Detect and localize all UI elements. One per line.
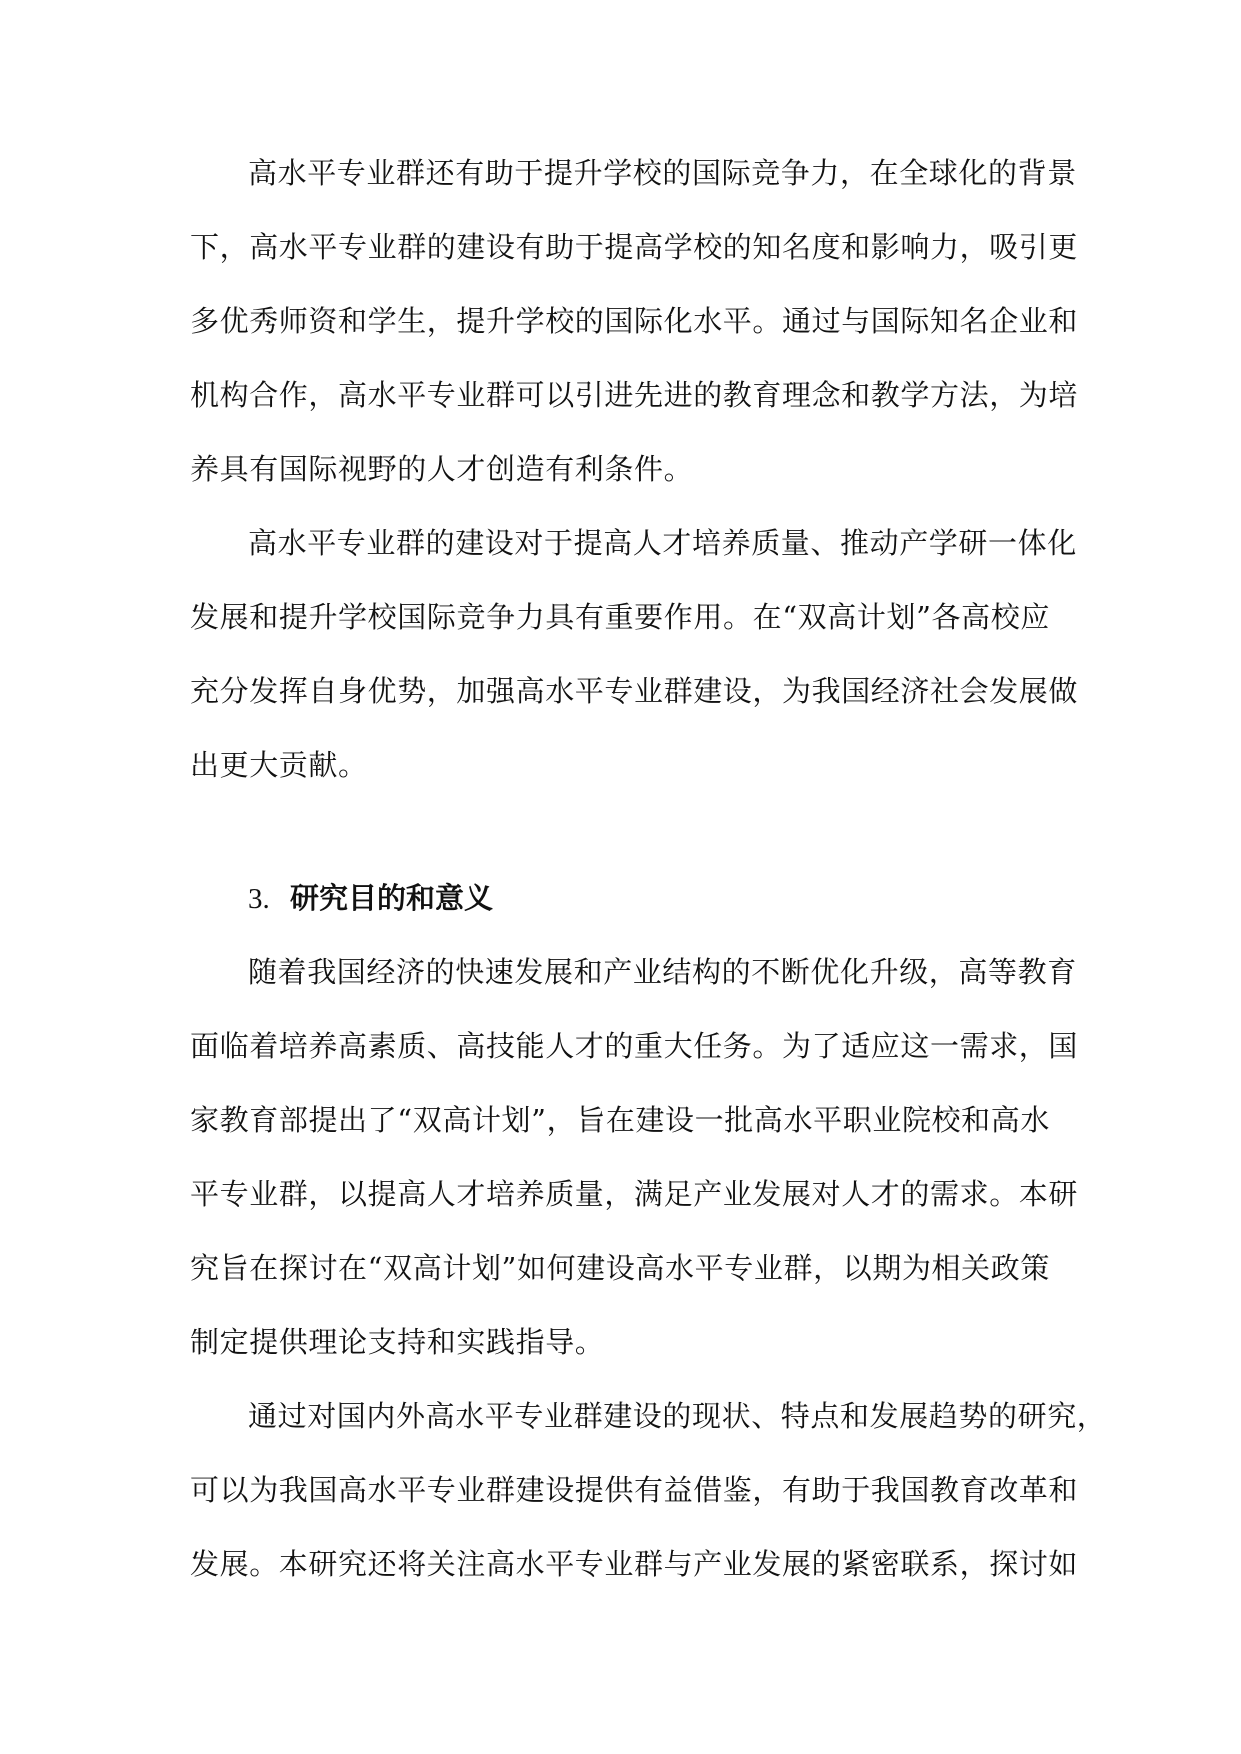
text-line: 究旨在探讨在“双高计划”如何建设高水平专业群，以期为相关政策	[190, 1251, 1050, 1285]
text-line: 下，高水平专业群的建设有助于提高学校的知名度和影响力，吸引更	[190, 230, 1079, 264]
document-body	[190, 143, 1107, 1608]
paragraph-construction-importance	[190, 513, 1079, 809]
text-line: 发展。本研究还将关注高水平专业群与产业发展的紧密联系，探讨如	[190, 1547, 1079, 1581]
text-line: 家教育部提出了“双高计划”，旨在建设一批高水平职业院校和高水	[190, 1103, 1050, 1137]
text-line: 通过对国内外高水平专业群建设的现状、特点和发展趋势的研究，	[248, 1399, 1107, 1433]
text-line: 制定提供理论支持和实践指导。	[190, 1325, 605, 1359]
text-line: 可以为我国高水平专业群建设提供有益借鉴，有助于我国教育改革和	[190, 1473, 1079, 1507]
text-line: 面临着培养高素质、高技能人才的重大任务。为了适应这一需求，国	[190, 1029, 1079, 1063]
text-line: 平专业群，以提高人才培养质量，满足产业发展对人才的需求。本研	[190, 1177, 1079, 1211]
text-line: 出更大贡献。	[190, 748, 368, 782]
paragraph-international-competitiveness	[190, 143, 1079, 513]
text-line: 多优秀师资和学生，提升学校的国际化水平。通过与国际知名企业和	[190, 304, 1079, 338]
text-line: 养具有国际视野的人才创造有利条件。	[190, 452, 694, 486]
paragraph-research-background	[190, 942, 1079, 1386]
text-line: 机构合作，高水平专业群可以引进先进的教育理念和教学方法，为培	[190, 378, 1079, 412]
section-title: 研究目的和意义	[290, 881, 494, 915]
text-line: 高水平专业群还有助于提升学校的国际竞争力，在全球化的背景	[248, 156, 1077, 190]
text-line: 随着我国经济的快速发展和产业结构的不断优化升级，高等教育	[248, 955, 1077, 989]
text-line: 发展和提升学校国际竞争力具有重要作用。在“双高计划”各高校应	[190, 600, 1050, 634]
text-line: 充分发挥自身优势，加强高水平专业群建设，为我国经济社会发展做	[190, 674, 1079, 708]
section-number: 3.	[248, 883, 270, 915]
paragraph-research-significance	[190, 1386, 1107, 1608]
section-spacer	[190, 809, 1050, 868]
text-line: 高水平专业群的建设对于提高人才培养质量、推动产学研一体化	[248, 526, 1077, 560]
section-heading	[190, 868, 1050, 942]
